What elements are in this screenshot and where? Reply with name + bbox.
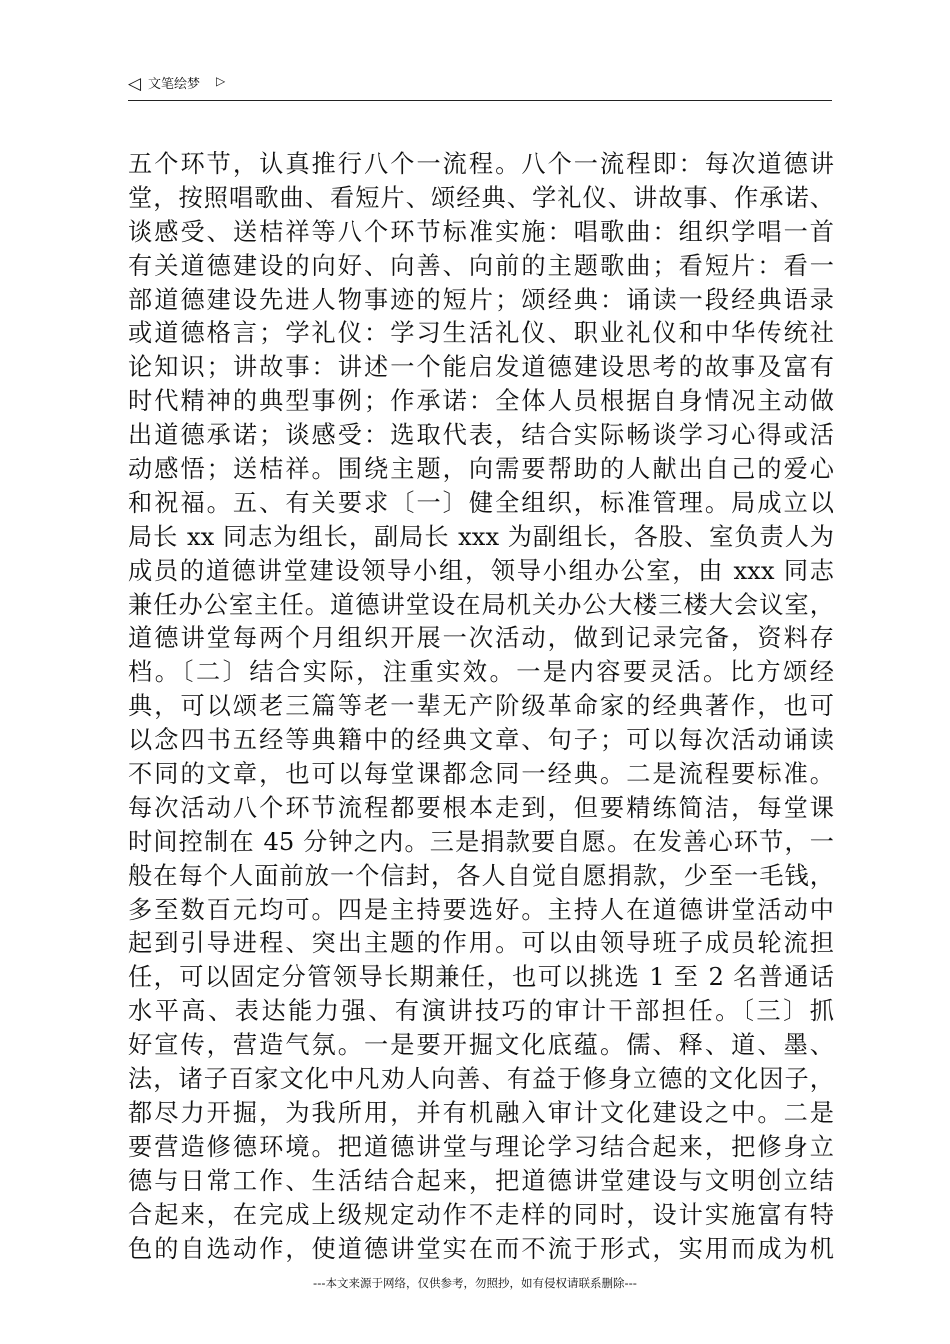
body-line: 好宣传，营造气氛。一是要开掘文化底蕴。儒、释、道、墨、 xyxy=(128,1031,834,1060)
body-line: 水平高、表达能力强、有演讲技巧的审计干部担任。〔三〕抓 xyxy=(128,997,834,1026)
body-line: 以念四书五经等典籍中的经典文章、句子；可以每次活动诵读 xyxy=(128,726,834,755)
page-header xyxy=(128,72,832,101)
page-footer: ---本文来源于网络，仅供参考，勿照抄，如有侵权请联系删除--- xyxy=(313,1276,637,1290)
body-line: 时间控制在 45 分钟之内。三是捐款要自愿。在发善心环节，一 xyxy=(128,827,834,856)
body-line: 典，可以颂老三篇等老一辈无产阶级革命家的经典著作，也可 xyxy=(128,692,834,721)
body-line: 堂，按照唱歌曲、看短片、颂经典、学礼仪、讲故事、作承诺、 xyxy=(128,183,834,212)
body-line: 谈感受、送桔祥等八个环节标准实施：唱歌曲：组织学唱一首 xyxy=(128,217,834,246)
body-line: 兼任办公室主任。道德讲堂设在局机关办公大楼三楼大会议室， xyxy=(128,590,834,619)
body-line: 色的自选动作，使道德讲堂实在而不流于形式，实用而成为机 xyxy=(128,1234,834,1263)
body-line: 不同的文章，也可以每堂课都念同一经典。二是流程要标准。 xyxy=(128,760,834,789)
body-line: 有关道德建设的向好、向善、向前的主题歌曲；看短片：看一 xyxy=(128,251,834,280)
triangle-right-icon: ▷ xyxy=(216,74,226,88)
body-line: 法，诸子百家文化中凡劝人向善、有益于修身立德的文化因子， xyxy=(128,1065,834,1094)
header-brand: 文笔绘梦 xyxy=(148,77,201,92)
body-line: 都尽力开掘，为我所用，并有机融入审计文化建设之中。二是 xyxy=(128,1098,834,1127)
body-line: 每次活动八个环节流程都要根本走到，但要精练简洁，每堂课 xyxy=(128,793,834,822)
body-line: 五个环节，认真推行八个一流程。八个一流程即：每次道德讲 xyxy=(128,150,834,178)
body-line: 和祝福。五、有关要求〔一〕健全组织，标准管理。局成立以 xyxy=(128,488,834,517)
body-line: 合起来，在完成上级规定动作不走样的同时，设计实施富有特 xyxy=(128,1200,834,1229)
document-body xyxy=(128,148,834,1266)
body-line: 动感悟；送桔祥。围绕主题，向需要帮助的人献出自己的爱心 xyxy=(128,455,834,484)
body-line: 部道德建设先进人物事迹的短片；颂经典：诵读一段经典语录 xyxy=(128,285,834,314)
body-line: 档。〔二〕结合实际，注重实效。一是内容要灵活。比方颂经 xyxy=(128,658,834,687)
body-line: 成员的道德讲堂建设领导小组，领导小组办公室，由 xxx 同志 xyxy=(128,556,834,585)
triangle-left-icon: ◁ xyxy=(128,74,142,94)
body-line: 要营造修德环境。把道德讲堂与理论学习结合起来，把修身立 xyxy=(128,1132,834,1161)
body-line: 论知识；讲故事：讲述一个能启发道德建设思考的故事及富有 xyxy=(128,353,834,382)
body-line: 起到引导进程、突出主题的作用。可以由领导班子成员轮流担 xyxy=(128,929,834,958)
body-line: 道德讲堂每两个月组织开展一次活动，做到记录完备，资料存 xyxy=(128,624,834,653)
body-line: 任，可以固定分管领导长期兼任，也可以挑选 1 至 2 名普通话 xyxy=(128,963,834,992)
body-line: 局长 xx 同志为组长，副局长 xxx 为副组长，各股、室负责人为 xyxy=(128,522,834,551)
body-line: 或道德格言；学礼仪：学习生活礼仪、职业礼仪和中华传统社 xyxy=(128,319,834,348)
body-line: 多至数百元均可。四是主持要选好。主持人在道德讲堂活动中 xyxy=(128,895,834,924)
body-line: 出道德承诺；谈感受：选取代表，结合实际畅谈学习心得或活 xyxy=(128,421,834,450)
body-line: 时代精神的典型事例；作承诺：全体人员根据自身情况主动做 xyxy=(128,387,834,416)
body-line: 般在每个人面前放一个信封，各人自觉自愿捐款，少至一毛钱， xyxy=(128,861,834,890)
body-line: 德与日常工作、生活结合起来，把道德讲堂建设与文明创立结 xyxy=(128,1166,834,1195)
